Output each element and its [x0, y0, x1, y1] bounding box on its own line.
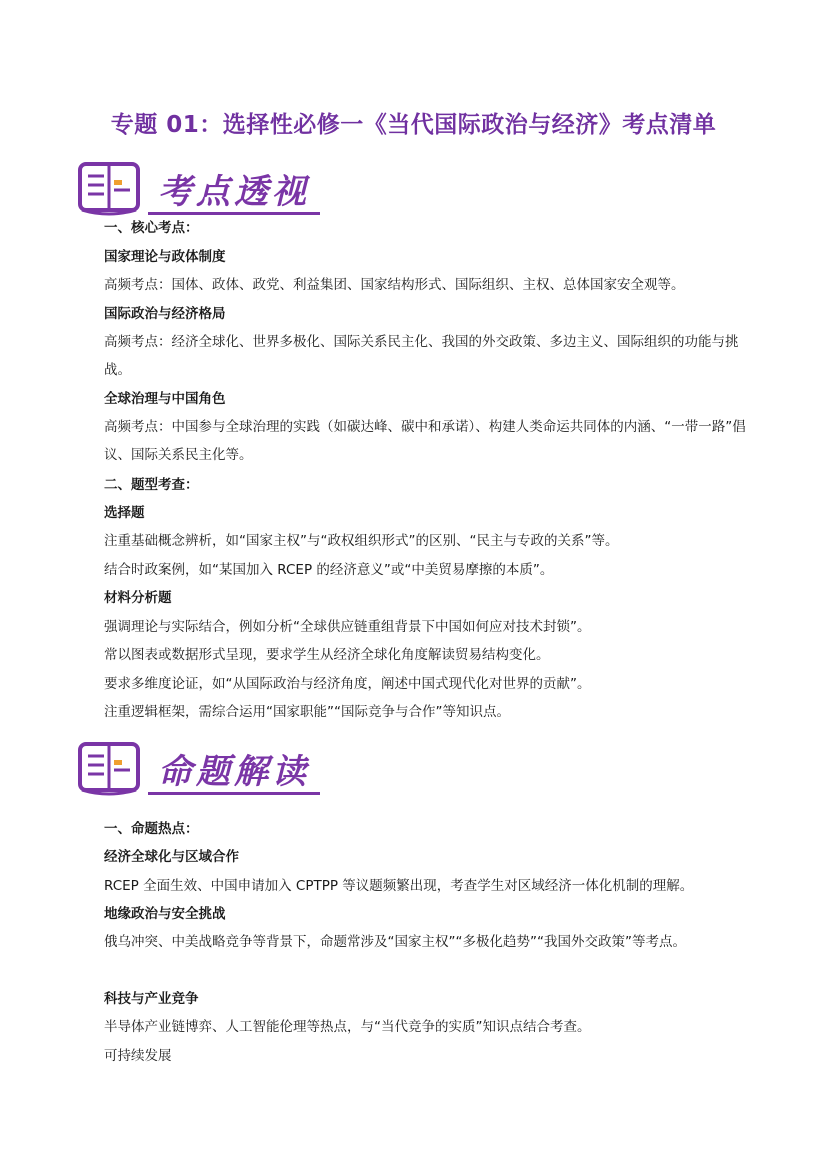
subheading: 科技与产业竞争 — [104, 991, 199, 1007]
paragraph: 高频考点：经济全球化、世界多极化、国际关系民主化、我国的外交政策、多边主义、国际组织的功能与挑战。 — [104, 334, 739, 378]
paragraph: 可持续发展 — [104, 1048, 172, 1064]
paragraph: 注重基础概念辨析，如“国家主权”与“政权组织形式”的区别、“民主与专政的关系”等。 — [104, 533, 619, 549]
paragraph: 俄乌冲突、中美战略竞争等背景下，命题常涉及“国家主权”“多极化趋势”“我国外交政策”等考点。 — [104, 934, 686, 950]
paragraph: 半导体产业链博弈、人工智能伦理等热点，与“当代竞争的实质”知识点结合考查。 — [104, 1019, 591, 1035]
paragraph: 强调理论与实际结合，例如分析“全球供应链重组背景下中国如何应对技术封锁”。 — [104, 619, 591, 635]
subheading: 国际政治与经济格局 — [104, 306, 226, 322]
subheading: 选择题 — [104, 505, 145, 521]
paragraph: 结合时政案例，如“某国加入 RCEP 的经济意义”或“中美贸易摩擦的本质”。 — [104, 562, 554, 578]
banner-underline — [148, 212, 320, 215]
banner-underline — [148, 792, 320, 795]
paragraph: RCEP 全面生效、中国申请加入 CPTPP 等议题频繁出现，考查学生对区域经济一体化机制的理解。 — [104, 878, 694, 894]
heading-hot-topics: 一、命题热点： — [104, 821, 199, 837]
book-icon — [78, 740, 140, 796]
heading-question-types: 二、题型考查： — [104, 477, 199, 493]
subheading: 经济全球化与区域合作 — [104, 849, 239, 865]
banner-title: 考点透视 — [158, 172, 310, 212]
subheading: 材料分析题 — [104, 590, 172, 606]
document-title: 专题 01：选择性必修一《当代国际政治与经济》考点清单 — [110, 112, 717, 138]
subheading: 全球治理与中国角色 — [104, 391, 226, 407]
banner-title: 命题解读 — [158, 752, 310, 792]
paragraph: 注重逻辑框架，需综合运用“国家职能”“国际竞争与合作”等知识点。 — [104, 704, 510, 720]
section-banner-mingti — [78, 740, 328, 802]
subheading: 国家理论与政体制度 — [104, 249, 226, 265]
section-banner-kaodian — [78, 160, 328, 222]
paragraph: 常以图表或数据形式呈现，要求学生从经济全球化角度解读贸易结构变化。 — [104, 647, 550, 663]
heading-core-points: 一、核心考点： — [104, 220, 199, 236]
subheading: 地缘政治与安全挑战 — [104, 906, 226, 922]
book-icon — [78, 160, 140, 216]
paragraph: 高频考点：国体、政体、政党、利益集团、国家结构形式、国际组织、主权、总体国家安全观等。 — [104, 277, 685, 293]
paragraph: 高频考点：中国参与全球治理的实践（如碳达峰、碳中和承诺）、构建人类命运共同体的内涵、“一带一路”倡议、国际关系民主化等。 — [104, 419, 746, 463]
paragraph: 要求多维度论证，如“从国际政治与经济角度，阐述中国式现代化对世界的贡献”。 — [104, 676, 591, 692]
